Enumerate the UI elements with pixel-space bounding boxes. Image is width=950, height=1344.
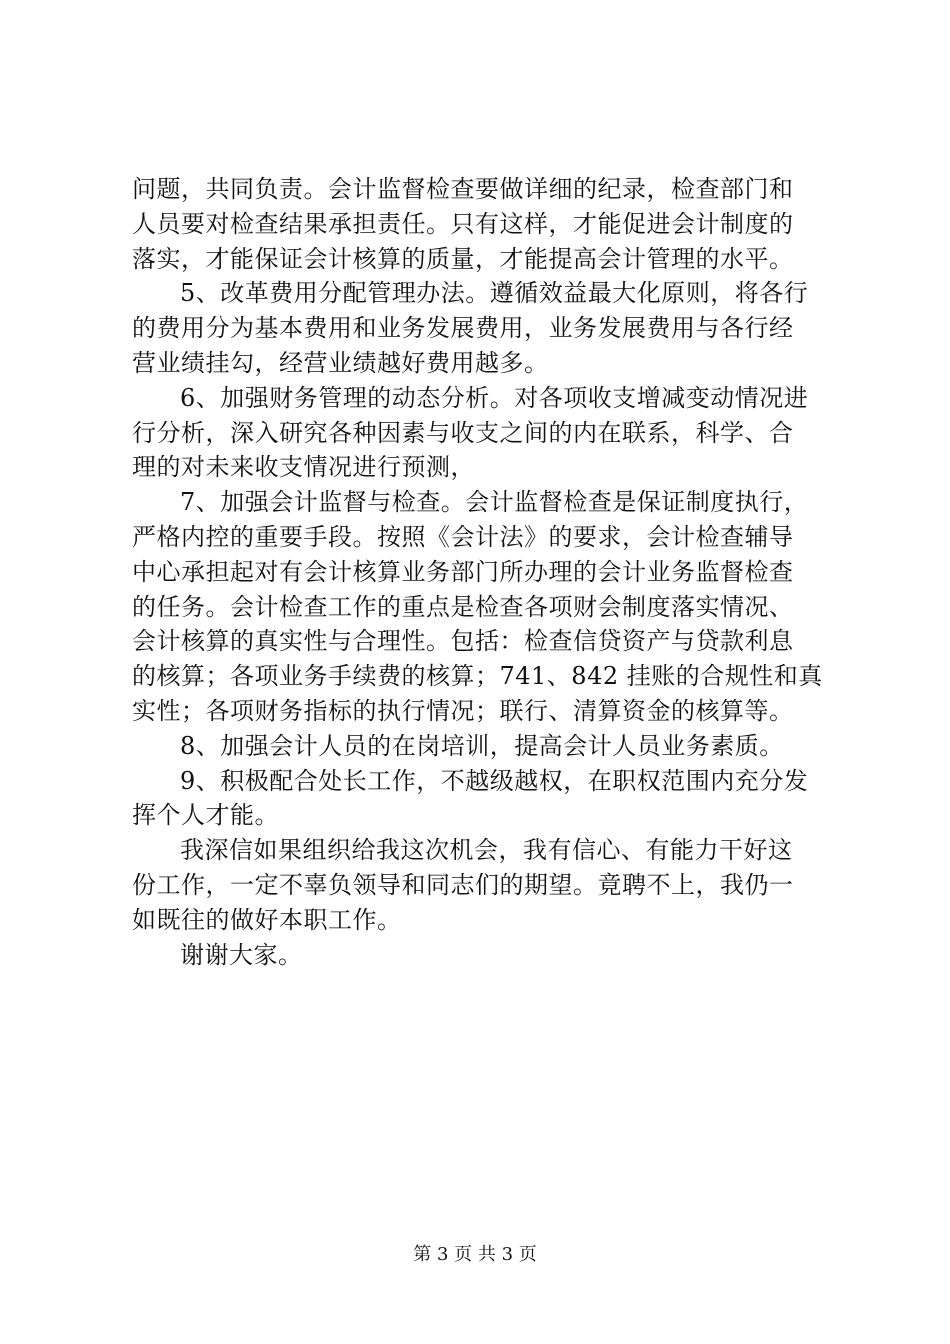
text-line: 如既往的做好本职工作。 [132, 905, 402, 934]
paragraph-thanks [132, 938, 832, 973]
paragraph-item-5 [132, 276, 832, 380]
text-line: 的核算；各项业务手续费的核算；741、842 挂账的合规性和真 [132, 662, 823, 691]
paragraph-item-6 [132, 381, 832, 485]
text-line: 9、积极配合处长工作，不越级越权，在职权范围内充分发 [180, 766, 809, 795]
paragraph-item-9 [132, 764, 832, 834]
text-line: 的任务。会计检查工作的重点是检查各项财会制度落实情况、 [132, 592, 794, 621]
text-line: 问题，共同负责。会计监督检查要做详细的纪录，检查部门和 [132, 175, 794, 203]
text-line: 人员要对检查结果承担责任。只有这样，才能促进会计制度的 [132, 209, 794, 238]
paragraph-item-7 [132, 485, 832, 729]
text-line: 落实，才能保证会计核算的质量，才能提高会计管理的水平。 [132, 244, 794, 273]
text-line: 中心承担起对有会计核算业务部门所办理的会计业务监督检查 [132, 557, 794, 586]
paragraph-continuation [132, 172, 832, 276]
text-line: 份工作，一定不辜负领导和同志们的期望。竟聘不上，我仍一 [132, 870, 794, 899]
text-line: 5、改革费用分配管理办法。遵循效益最大化原则，将各行 [180, 279, 809, 308]
text-line: 实性；各项财务指标的执行情况；联行、清算资金的核算等。 [132, 696, 794, 725]
text-line: 的费用分为基本费用和业务发展费用，业务发展费用与各行经 [132, 314, 794, 343]
text-line: 我深信如果组织给我这次机会，我有信心、有能力干好这 [180, 836, 793, 865]
page-footer: 第 3 页 共 3 页 [413, 1244, 537, 1265]
text-line: 理的对未来收支情况进行预测， [132, 453, 475, 482]
text-line: 7、加强会计监督与检查。会计监督检查是保证制度执行， [180, 488, 809, 517]
text-line: 行分析，深入研究各种因素与收支之间的内在联系，科学、合 [132, 418, 794, 447]
document-body [132, 172, 832, 972]
text-line: 挥个人才能。 [132, 801, 279, 830]
text-line: 营业绩挂勾，经营业绩越好费用越多。 [132, 348, 549, 377]
text-line: 会计核算的真实性与合理性。包括：检查信贷资产与贷款利息 [132, 627, 794, 656]
text-line: 6、加强财务管理的动态分析。对各项收支增减变动情况进 [180, 383, 809, 412]
paragraph-item-8 [132, 729, 832, 764]
text-line: 严格内控的重要手段。按照《会计法》的要求，会计检查辅导 [132, 522, 794, 551]
text-line: 谢谢大家。 [180, 940, 303, 969]
paragraph-closing [132, 833, 832, 937]
text-line: 8、加强会计人员的在岗培训，提高会计人员业务素质。 [180, 731, 784, 760]
